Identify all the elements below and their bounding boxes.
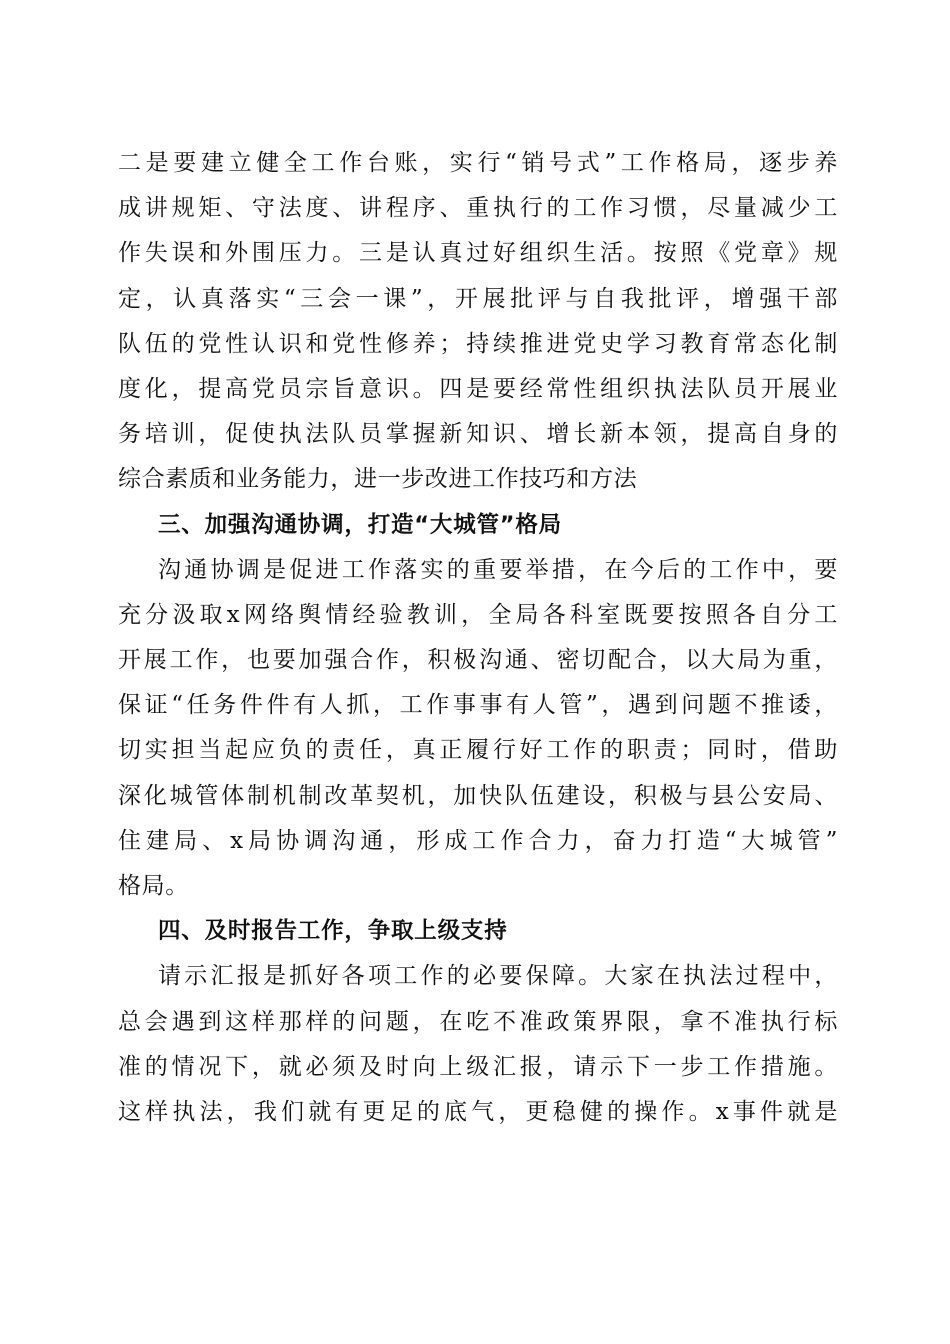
section-heading: 三、加强沟通协调，打造“大城管”格局 [158,511,562,538]
body-line: 沟通协调是促进工作落实的重要举措，在今后的工作中，要 [158,556,838,583]
body-line: 度化，提高党员宗旨意识。四是要经常性组织执法队员开展业 [118,375,838,402]
body-line: 切实担当起应负的责任，真正履行好工作的职责；同时，借助 [118,737,838,764]
body-line: 住建局、x局协调沟通，形成工作合力，奋力打造“大城管” [118,827,838,854]
body-line: 成讲规矩、守法度、讲程序、重执行的工作习惯，尽量减少工 [118,195,838,222]
body-line: 开展工作，也要加强合作，积极沟通、密切配合，以大局为重， [118,647,838,674]
body-line: 格局。 [118,873,189,899]
body-line: 这样执法，我们就有更足的底气，更稳健的操作。x事件就是 [118,1098,838,1125]
body-line: 作失误和外围压力。三是认真过好组织生活。按照《党章》规 [118,240,838,267]
body-line: 保证“任务件件有人抓，工作事事有人管”，遇到问题不推诿， [118,692,838,719]
document-body [118,141,838,1135]
body-line: 总会遇到这样那样的问题，在吃不准政策界限，拿不准执行标 [118,1008,838,1035]
body-line: 定，认真落实“三会一课”，开展批评与自我批评，增强干部 [118,285,838,312]
body-line: 深化城管体制机制改革契机，加快队伍建设，积极与县公安局、 [118,782,838,809]
body-line: 充分汲取x网络舆情经验教训，全局各科室既要按照各自分工 [118,601,838,628]
section-heading: 四、及时报告工作，争取上级支持 [158,918,508,945]
body-line: 请示汇报是抓好各项工作的必要保障。大家在执法过程中， [158,963,838,990]
body-line: 综合素质和业务能力，进一步改进工作技巧和方法 [118,466,638,493]
body-line: 准的情况下，就必须及时向上级汇报，请示下一步工作措施。 [118,1053,838,1080]
body-line: 二是要建立健全工作台账，实行“销号式”工作格局，逐步养 [118,150,838,176]
body-line: 务培训，促使执法队员掌握新知识、增长新本领，提高自身的 [118,421,838,448]
body-line: 队伍的党性认识和党性修养；持续推进党史学习教育常态化制 [118,330,838,357]
